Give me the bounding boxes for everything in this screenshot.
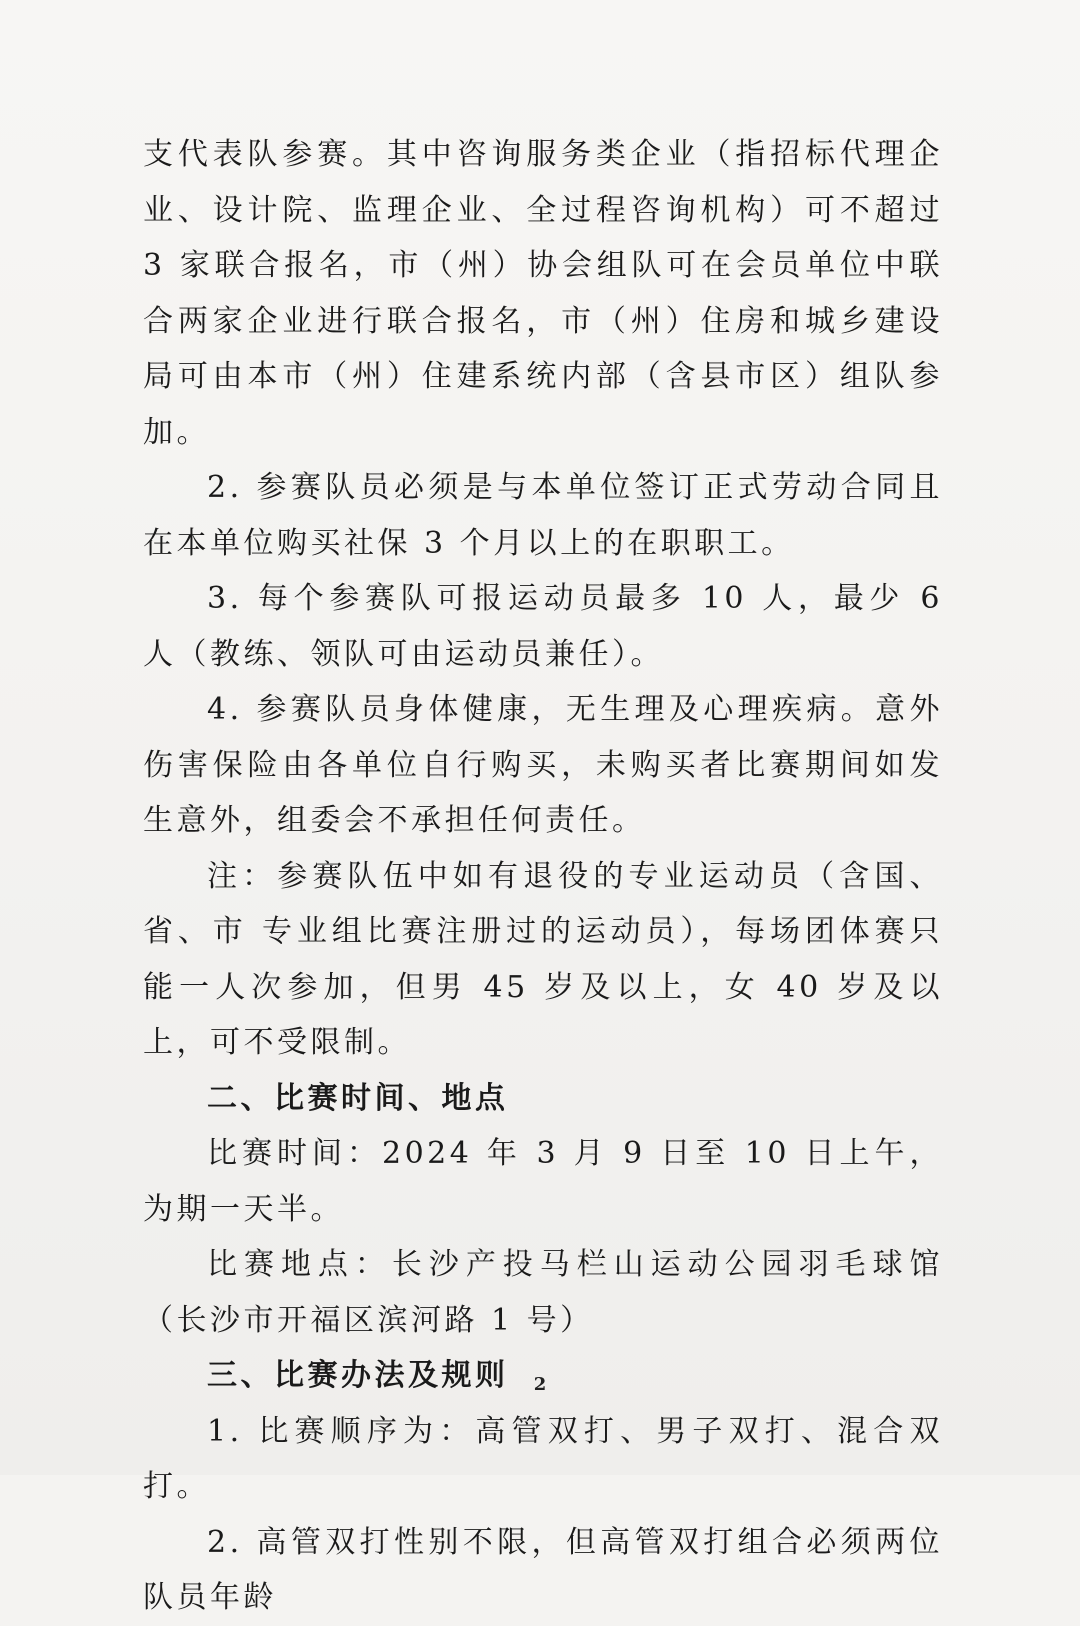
paragraph-executive-doubles: 2. 高管双打性别不限，但高管双打组合必须两位队员年龄	[143, 1524, 943, 1615]
paragraph-rule-2: 2. 参赛队员必须是与本单位签订正式劳动合同且在本单位购买社保 3 个月以上的在职职工。	[143, 470, 943, 561]
paragraph-match-order: 1. 比赛顺序为：高管双打、男子双打、混合双打。	[143, 1413, 943, 1504]
paragraph-rule-3: 3. 每个参赛队可报运动员最多 10 人，最少 6 人（教练、领队可由运动员兼任）。	[143, 581, 943, 672]
document-body	[143, 127, 943, 1626]
section-heading-rules: 三、比赛办法及规则	[207, 1358, 509, 1393]
paragraph-team-composition: 支代表队参赛。其中咨询服务类企业（指招标代理企业、设计院、监理企业、全过程咨询机构）可不超过 3 家联合报名，市（州）协会组队可在会员单位中联合两家企业进行联合报名，市（州）住房和城乡建设局可由本市（州）住建系统内部（含县市区）组队参加。	[143, 137, 943, 450]
section-heading-time-location: 二、比赛时间、地点	[207, 1080, 509, 1116]
paragraph-match-location: 比赛地点：长沙产投马栏山运动公园羽毛球馆（长沙市开福区滨河路 1 号）	[143, 1247, 943, 1338]
page-number: 2	[533, 1374, 547, 1395]
paragraph-note: 注：参赛队伍中如有退役的专业运动员（含国、省、市 专业组比赛注册过的运动员），每场团体赛只能一人次参加，但男 45 岁及以上，女 40 岁及以上，可不受限制。	[143, 858, 943, 1060]
paragraph-match-time: 比赛时间：2024 年 3 月 9 日至 10 日上午，为期一天半。	[143, 1136, 943, 1227]
paragraph-rule-4: 4. 参赛队员身体健康，无生理及心理疾病。意外伤害保险由各单位自行购买，未购买者比赛期间如发生意外，组委会不承担任何责任。	[143, 692, 943, 838]
